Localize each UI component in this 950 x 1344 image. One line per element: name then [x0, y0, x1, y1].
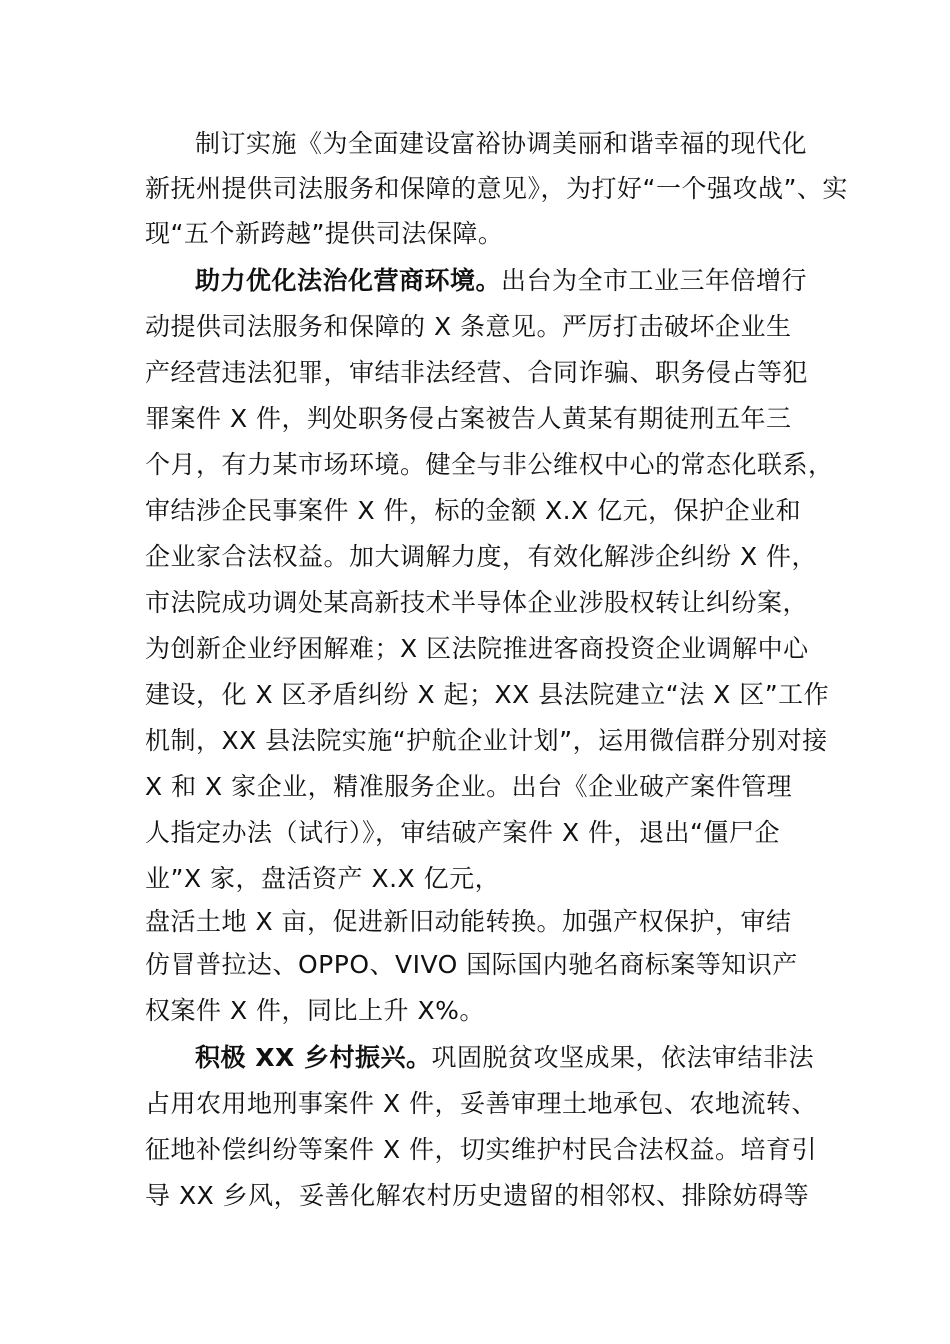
paragraph-line: 罪案件 X 件，判处职务侵占案被告人黄某有期徒刑五年三 — [145, 404, 792, 433]
paragraph-line: 现“五个新跨越”提供司法保障。 — [145, 219, 504, 248]
section-heading: 助力优化法治化营商环境。 — [195, 266, 502, 295]
paragraph-line: 人指定办法（试行）》，审结破产案件 X 件，退出“僵尸企 — [145, 818, 780, 847]
paragraph-line: 业”X 家，盘活资产 X.X 亿元， — [145, 864, 501, 893]
paragraph-line: 审结涉企民事案件 X 件，标的金额 X.X 亿元，保护企业和 — [145, 496, 802, 525]
paragraph-line: 占用农用地刑事案件 X 件，妥善审理土地承包、农地流转、 — [145, 1089, 818, 1118]
paragraph-line: 制订实施《为全面建设富裕协调美丽和谐幸福的现代化 — [195, 129, 808, 158]
paragraph-line: 企业家合法权益。加大调解力度，有效化解涉企纠纷 X 件， — [145, 542, 818, 571]
paragraph-line: 动提供司法服务和保障的 X 条意见。严厉打击破坏企业生 — [145, 312, 792, 341]
paragraph-line: 为创新企业纾困解难；X 区法院推进客商投资企业调解中心 — [145, 634, 809, 663]
paragraph-line: 产经营违法犯罪，审结非法经营、合同诈骗、职务侵占等犯 — [145, 358, 809, 387]
paragraph-line: 建设，化 X 区矛盾纠纷 X 起；XX 县法院建立“法 X 区”工作 — [145, 680, 830, 709]
paragraph-line: 机制，XX 县法院实施“护航企业计划”，运用微信群分别对接 — [145, 726, 828, 755]
paragraph-line: 权案件 X 件，同比上升 X%。 — [145, 996, 485, 1025]
section-heading: 积极 XX 乡村振兴。 — [195, 1043, 432, 1072]
paragraph-line: 助力优化法治化营商环境。出台为全市工业三年倍增行 — [195, 266, 808, 295]
paragraph-line: 导 XX 乡风，妥善化解农村历史遗留的相邻权、排除妨碍等 — [145, 1181, 810, 1210]
paragraph-line: 积极 XX 乡村振兴。巩固脱贫攻坚成果，依法审结非法 — [195, 1043, 814, 1072]
paragraph-line: X 和 X 家企业，精准服务企业。出台《企业破产案件管理 — [145, 772, 793, 801]
paragraph-line: 征地补偿纠纷等案件 X 件，切实维护村民合法权益。培育引 — [145, 1135, 818, 1164]
paragraph-line: 盘活土地 X 亩，促进新旧动能转换。加强产权保护，审结 — [145, 907, 792, 936]
paragraph-line: 仿冒普拉达、OPPO、VIVO 国际国内驰名商标案等知识产 — [145, 950, 798, 979]
paragraph-line: 个月，有力某市场环境。健全与非公维权中心的常态化联系， — [145, 450, 834, 479]
paragraph-line: 新抚州提供司法服务和保障的意见》，为打好“一个强攻战”、实 — [145, 174, 848, 203]
paragraph-line: 市法院成功调处某高新技术半导体企业涉股权转让纠纷案， — [145, 588, 809, 617]
